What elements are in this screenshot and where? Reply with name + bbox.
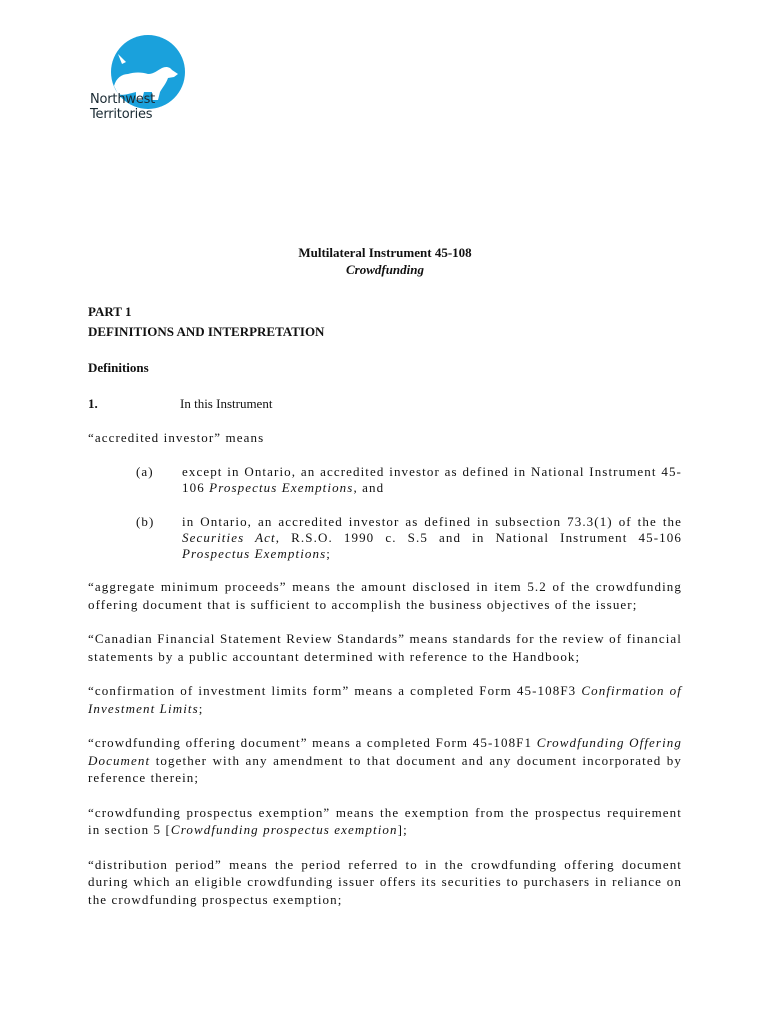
logo-line-2: Territories <box>90 107 153 122</box>
item-a-italic: Prospectus Exemptions <box>209 480 354 495</box>
definition-confirmation-form <box>88 682 682 717</box>
cpe-tail: ]; <box>397 822 408 837</box>
logo-line-1: Northwest <box>90 92 156 107</box>
item-b-text-2: , R.S.O. 1990 c. S.5 and in National Instrument 45-106 <box>275 530 682 545</box>
document-title: Multilateral Instrument 45-108 <box>298 245 472 260</box>
confirmation-tail: ; <box>198 700 204 716</box>
accredited-investor-term: “accredited investor” means <box>88 429 265 445</box>
section-number: 1. <box>88 395 98 411</box>
part-title: DEFINITIONS AND INTERPRETATION <box>88 323 325 339</box>
item-a-tail: , and <box>353 480 385 495</box>
document-title-block <box>0 244 770 278</box>
section-heading: Definitions <box>88 360 149 375</box>
part-label: PART 1 <box>88 304 132 319</box>
logo-text <box>90 92 155 122</box>
section-intro: In this Instrument <box>180 395 273 411</box>
definition-crowdfunding-prospectus-exemption <box>88 804 682 839</box>
item-a-label: (a) <box>136 464 154 479</box>
item-b-italic-2: Prospectus Exemptions <box>182 546 327 561</box>
document-body <box>88 303 682 908</box>
definition-aggregate-minimum-proceeds: “aggregate minimum proceeds” means the amount disclosed in item 5.2 of the crowdfunding offering document that is sufficient to accomplish the business objectives of the issuer; <box>88 579 682 612</box>
definition-canadian-review-standards: “Canadian Financial Statement Review Standards” means standards for the review of financial statements by a public accountant determined with reference to the Handbook; <box>88 631 682 664</box>
confirmation-italic: Confirmation of Investment Limits <box>88 683 682 716</box>
accredited-item-a <box>136 464 682 496</box>
cpe-italic: Crowdfunding prospectus exemption <box>170 822 398 837</box>
confirmation-text: “confirmation of investment limits form” means a completed Form 45-108F3 <box>88 683 582 698</box>
item-b-italic-1: Securities Act <box>182 530 276 545</box>
cod-text: “crowdfunding offering document” means a completed Form 45-108F1 <box>88 735 537 750</box>
item-b-text-1: in Ontario, an accredited investor as defined in subsection 73.3(1) of the the <box>182 514 682 529</box>
item-b-label: (b) <box>136 514 155 529</box>
definition-crowdfunding-offering-document <box>88 734 682 787</box>
item-a-text: except in Ontario, an accredited investor as defined in National Instrument 45-106 <box>182 464 682 495</box>
section-1 <box>88 396 682 412</box>
cpe-text: “crowdfunding prospectus exemption” means the exemption from the prospectus requirement in section 5 [ <box>88 804 682 837</box>
cod-italic: Crowdfunding Offering Document <box>88 735 682 768</box>
document-subtitle: Crowdfunding <box>345 262 425 277</box>
cod-tail: together with any amendment to that document and any document incorporated by reference therein; <box>88 752 682 785</box>
definition-distribution-period: “distribution period” means the period referred to in the crowdfunding offering document during which an eligible crowdfunding issuer offers its securities to purchasers in reliance on the crowdfunding prospectus exemption; <box>88 856 682 907</box>
item-b-tail: ; <box>326 546 332 561</box>
accredited-item-b <box>136 514 682 562</box>
